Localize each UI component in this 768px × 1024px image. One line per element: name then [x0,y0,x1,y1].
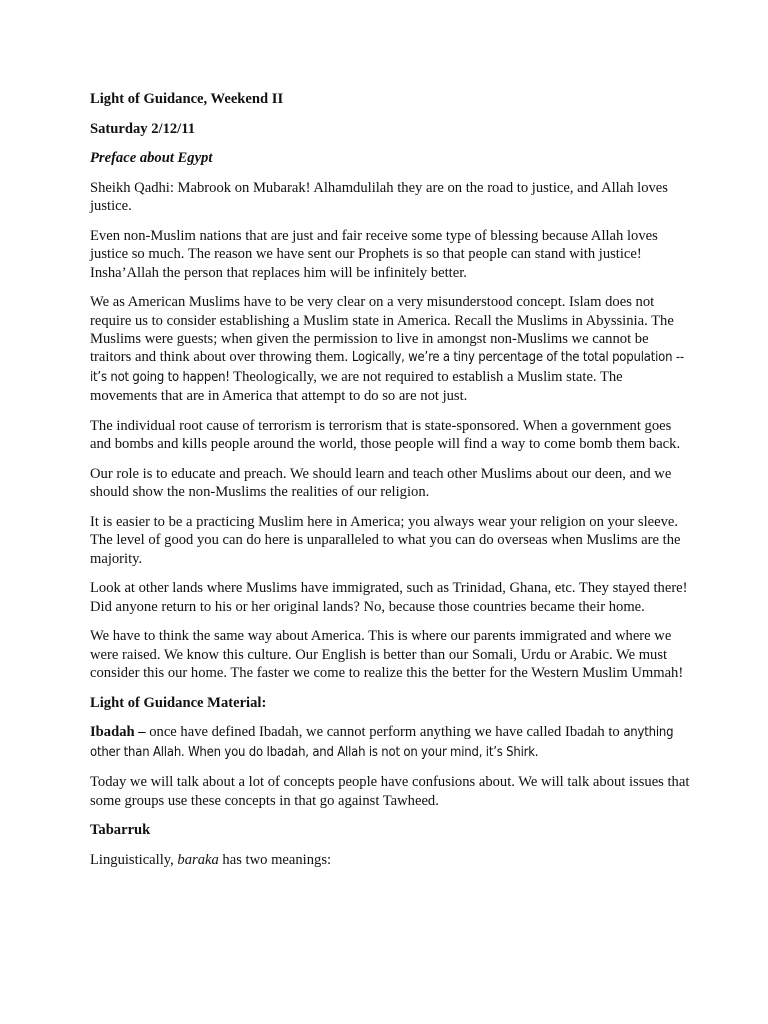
section-heading-tabarruk: Tabarruk [90,822,151,839]
paragraph-linguistically [90,851,690,869]
paragraph-terrorism: The individual root cause of terrorism is terrorism that is state-sponsored. When a government goes and bombs and kills people around the world, those people will find a way to come bomb them back. [90,417,681,453]
paragraph-ibadah [90,723,690,762]
paragraph-other-lands: Look at other lands where Muslims have immigrated, such as Trinidad, Ghana, etc. They stayed there! Did anyone return to his or her original lands? No, because those countries became their home. [90,580,688,615]
section-heading-egypt: Preface about Egypt [90,150,213,167]
document-date: Saturday 2/12/11 [90,120,196,137]
paragraph-justice: Even non-Muslim nations that are just and fair receive some type of blessing because Allah loves justice so much. The reason we have sent our Prophets is so that people can stand with justice! Insha’Allah the person that replaces him will be infinitely better. [90,227,658,281]
section-heading-material: Light of Guidance Material: [90,694,267,711]
paragraph-america-home: We have to think the same way about America. This is where our parents immigrated and where we were raised. We know this culture. Our English is better than our Somali, Urdu or Arabic. We must consider this our home. The faster we come to realize this the better for the Western Muslim Ummah! [90,628,684,682]
paragraph-mabrook: Sheikh Qadhi: Mabrook on Mubarak! Alhamdulilah they are on the road to justice, and Allah loves justice. [90,179,668,215]
ibadah-term: Ibadah – [90,724,146,741]
document-title: Light of Guidance, Weekend II [90,91,284,107]
paragraph-american-muslims-part2: Logically, we’re a tiny percentage of the total population -- it’s not going to happen! [90,350,684,385]
paragraph-american-muslims-part1: We as American Muslims have to be very clear on a very misunderstood concept. Islam does not require us to consider establishing a Muslim state in America. Recall the Muslims in Abyssinia. The Muslims were guests; when given the permission to live in amongst non-Muslims we cannot be traitors and think about over throwing them. [90,294,674,366]
ibadah-part1: once have defined Ibadah, we cannot perform anything we have called Ibadah to [145,724,624,741]
paragraph-concepts: Today we will talk about a lot of concepts people have confusions about. We will talk about issues that some groups use these concepts in that go against Tawheed. [90,774,690,809]
ibadah-part2: anything other than Allah. When you do Ibadah, and Allah is not on your mind, it’s Shirk. [90,725,674,760]
paragraph-american-muslims-part3: Theologically, we are not required to establish a Muslim state. The movements that are in America that attempt to do so are not just. [90,368,623,405]
baraka-term: baraka [177,851,219,868]
linguistically-part1: Linguistically, [90,851,178,868]
paragraph-role: Our role is to educate and preach. We should learn and teach other Muslims about our deen, and we should show the non-Muslims the realities of our religion. [90,465,672,501]
paragraph-practicing: It is easier to be a practicing Muslim here in America; you always wear your religion on your sleeve. The level of good you can do here is unparalleled to what you can do overseas when Muslims are the majority. [90,513,681,567]
paragraph-american-muslims [90,293,690,405]
linguistically-part2: has two meanings: [218,851,332,868]
document-page [90,90,690,880]
